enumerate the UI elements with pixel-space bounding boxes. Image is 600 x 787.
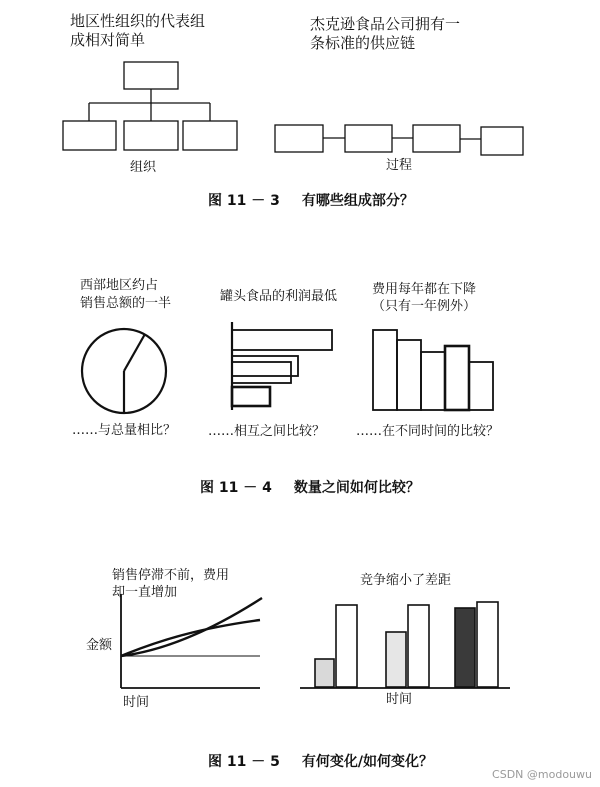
fig3-left-label: 组织: [130, 160, 157, 175]
hbar-2: [232, 356, 298, 376]
hbar-1: [232, 330, 332, 350]
group3-bar-a: [455, 608, 475, 687]
hbar-3-fill: [232, 363, 291, 383]
pie-slice-line-1: [124, 334, 145, 371]
fig5-line-title-line1: 销售停滞不前，费用: [112, 568, 230, 583]
process-chain: [275, 125, 523, 155]
fig3-left-title-line1: 地区性组织的代表组: [70, 12, 206, 30]
watermark: CSDN @modouwu: [492, 768, 592, 781]
col-4: [445, 346, 469, 410]
col-3: [421, 352, 445, 410]
fig4-caption-number: 图 11 － 4: [200, 480, 272, 496]
fig4-caption-text: 数量之间如何比较？: [293, 480, 420, 496]
fig4-col-title-line1: 费用每年都在下降: [372, 282, 477, 297]
group1-bar-b: [336, 605, 357, 687]
group2-bar-a: [386, 632, 406, 687]
org-top-box: [124, 62, 178, 89]
org-child-box-2: [124, 121, 178, 150]
fig5-caption-number: 图 11 － 5: [208, 754, 280, 770]
fig4-col-note: ……在不同时间的比较？: [356, 424, 500, 439]
column-chart: [373, 330, 493, 410]
fig4-pie-title-line2: 销售总额的一半: [80, 296, 172, 311]
fig3-caption-number: 图 11 － 3: [208, 193, 280, 209]
org-child-box-3: [183, 121, 237, 150]
org-chart: [63, 62, 237, 150]
cost-line-upper: [121, 620, 260, 656]
fig3-right-title-line1: 杰克逊食品公司拥有一: [310, 15, 461, 33]
fig5-caption-text: 有何变化/如何变化？: [301, 754, 433, 770]
fig3-caption-text: 有哪些组成部分？: [301, 193, 414, 209]
fig5-line-title-line2: 却一直增加: [112, 585, 178, 600]
fig4-bar-title: 罐头食品的利润最低: [220, 289, 338, 304]
horizontal-bar-chart: [232, 322, 332, 410]
fig4-col-title-line2: （只有一年例外）: [372, 299, 477, 314]
process-box-2: [345, 125, 392, 152]
process-box-4: [481, 127, 523, 155]
fig5-y-label: 金额: [86, 638, 113, 653]
group3-bar-b: [477, 602, 498, 687]
fig5-caption: [208, 751, 455, 771]
grouped-bar-chart: [300, 602, 510, 688]
col-2: [397, 340, 421, 410]
fig4-pie-note: ……与总量相比？: [72, 423, 177, 438]
group2-bar-b: [408, 605, 429, 687]
fig4-bar-note: ……相互之间比较？: [208, 424, 326, 439]
process-box-1: [275, 125, 323, 152]
fig3-right-label: 过程: [386, 158, 413, 173]
col-1: [373, 330, 397, 410]
group1-bar-a: [315, 659, 334, 687]
org-child-box-1: [63, 121, 116, 150]
pie-chart: [82, 329, 166, 413]
hbar-4: [232, 387, 270, 406]
fig4-pie-title-line1: 西部地区约占: [80, 278, 159, 293]
fig3-right-title-line2: 条标准的供应链: [310, 34, 416, 52]
fig4-caption: [200, 477, 442, 497]
fig5-x-label-left: 时间: [123, 695, 150, 710]
fig5-x-label-right: 时间: [386, 692, 413, 707]
fig5-bar-title: 竞争缩小了差距: [360, 573, 452, 588]
hbar-3: [232, 362, 291, 383]
fig3-left-title-line2: 成相对简单: [70, 31, 146, 49]
fig3-caption: [208, 190, 436, 210]
process-box-3: [413, 125, 460, 152]
col-5: [469, 362, 493, 410]
line-chart: [121, 594, 262, 688]
